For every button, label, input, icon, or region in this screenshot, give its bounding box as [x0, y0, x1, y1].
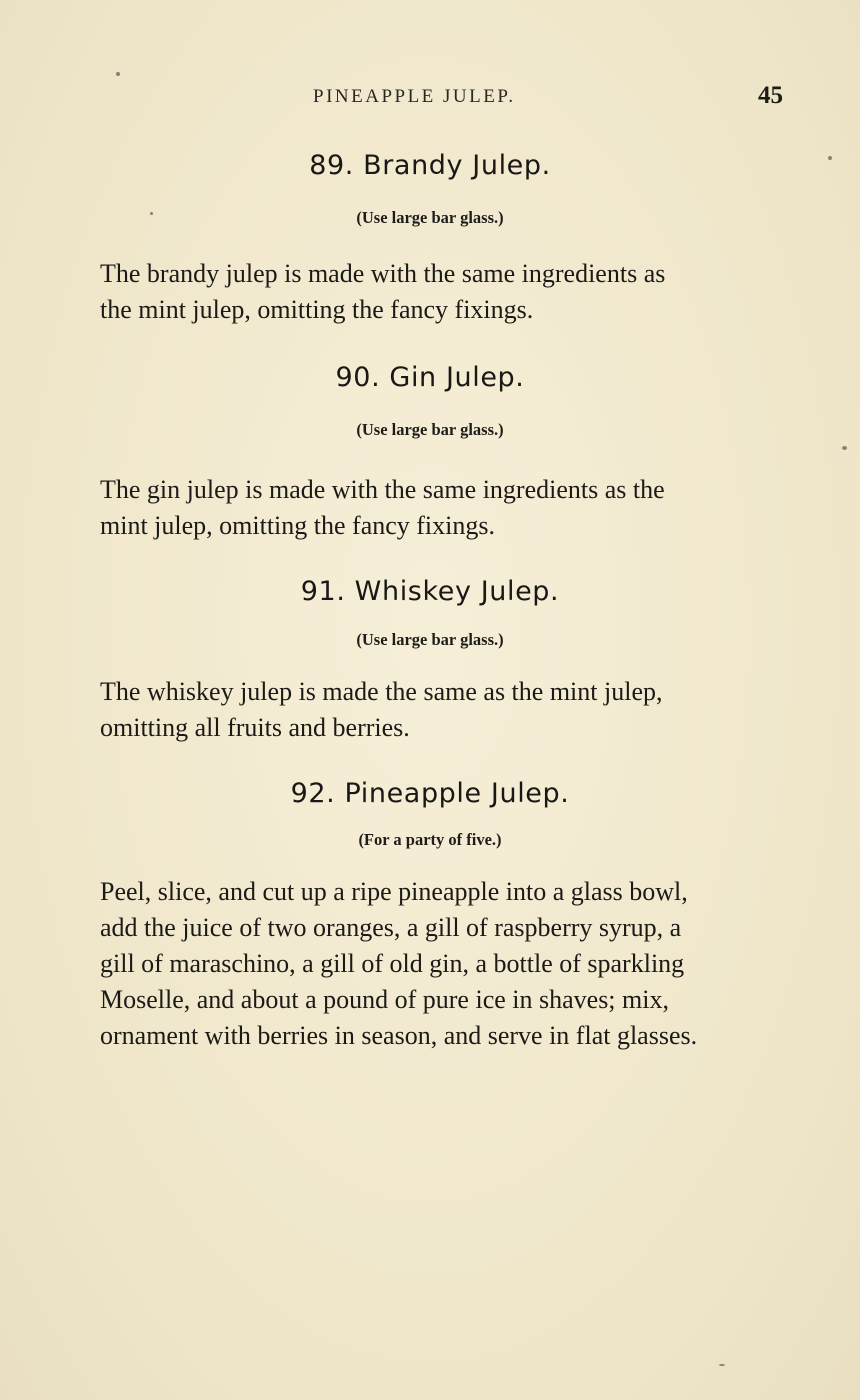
recipe-note: (Use large bar glass.)	[356, 420, 504, 439]
paper-speck	[150, 212, 153, 215]
text-line: ornament with berries in season, and serve in flat glasses.	[100, 1021, 698, 1050]
text-line: The whiskey julep is made the same as the mint julep,	[100, 677, 663, 706]
text-line: omitting all fruits and berries.	[100, 713, 410, 742]
recipe-heading: 92. Pineapple Julep.	[290, 778, 570, 809]
paper-speck	[116, 72, 120, 76]
recipe-note: (Use large bar glass.)	[356, 208, 504, 227]
text-line: add the juice of two oranges, a gill of raspberry syrup, a	[100, 913, 682, 942]
text-line: the mint julep, omitting the fancy fixings.	[100, 295, 534, 324]
recipe-heading: 91. Whiskey Julep.	[300, 576, 560, 607]
paper-speck	[719, 1364, 725, 1366]
paper-speck	[828, 156, 832, 160]
running-title: PINEAPPLE JULEP.	[313, 86, 516, 107]
running-head	[0, 82, 860, 116]
recipe-heading: 90. Gin Julep.	[335, 362, 525, 393]
text-line: gill of maraschino, a gill of old gin, a bottle of sparkling	[100, 949, 685, 978]
recipe-heading: 89. Brandy Julep.	[309, 150, 551, 181]
text-line: mint julep, omitting the fancy fixings.	[100, 511, 496, 540]
recipe-text	[100, 874, 800, 1054]
text-line: The brandy julep is made with the same ingredients as	[100, 259, 666, 288]
recipe-note: (Use large bar glass.)	[356, 630, 504, 649]
page-number: 45	[758, 82, 783, 109]
paper-speck	[842, 446, 847, 450]
recipe-text	[100, 674, 800, 746]
text-line: Peel, slice, and cut up a ripe pineapple into a glass bowl,	[100, 877, 688, 906]
text-line: The gin julep is made with the same ingredients as the	[100, 475, 665, 504]
recipe-text	[100, 256, 800, 328]
text-line: Moselle, and about a pound of pure ice in shaves; mix,	[100, 985, 669, 1014]
recipe-note: (For a party of five.)	[358, 830, 502, 849]
recipe-text	[100, 472, 800, 544]
